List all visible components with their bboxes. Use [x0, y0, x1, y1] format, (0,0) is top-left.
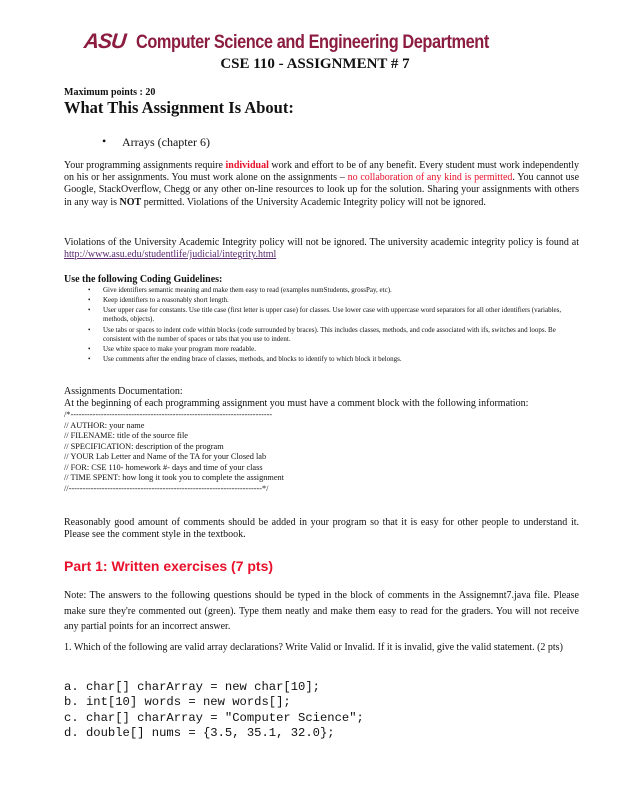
list-item: [88, 345, 583, 354]
code-block: [64, 680, 364, 742]
question-1: 1. Which of the following are valid array declarations? Write Valid or Invalid. If it is invalid, give the valid statement. (2 pts): [64, 642, 563, 653]
code-line: c. char[] charArray = "Computer Science";: [64, 710, 364, 725]
max-points: Maximum points : 20: [64, 87, 156, 98]
policy-paragraph: [64, 237, 579, 261]
guidelines-title: Use the following Coding Guidelines:: [64, 274, 223, 285]
list-item: [88, 286, 583, 295]
about-heading: What This Assignment Is About:: [64, 98, 294, 117]
topic-text: Arrays (chapter 6): [122, 135, 210, 149]
integrity-paragraph: [64, 160, 579, 209]
list-item: [88, 326, 583, 344]
bullet-icon: •: [88, 325, 91, 334]
integrity-policy-link[interactable]: http://www.asu.edu/studentlife/judicial/integrity.html: [64, 249, 277, 261]
integrity-text: work and effort to be of any benefit. Every student must work independently on his or her assignments. You must work alone on the assignments –: [64, 160, 579, 184]
course-title: CSE 110 - ASSIGNMENT # 7: [220, 56, 410, 72]
comment-line: // YOUR Lab Letter and Name of the TA for your Closed lab: [64, 452, 267, 461]
topic-bullet: [102, 135, 210, 150]
part1-note: Note: The answers to the following questions should be typed in the block of comments in the Assignemnt7.java file. Please make sure they're commented out (green). Type them neatly and make them easy to read for the graders. You will not receive any partial points for an incorrect answer.: [64, 590, 579, 632]
documentation-title: Assignments Documentation:: [64, 386, 183, 397]
comment-line: // FOR: CSE 110- homework #- days and time of your class: [64, 462, 263, 472]
bullet-icon: •: [88, 306, 91, 315]
integrity-text: Your programming assignments require: [64, 160, 226, 171]
list-item: [88, 355, 583, 364]
guidelines-list: [88, 286, 583, 365]
policy-text: Violations of the University Academic Integrity policy will not be ignored. The university academic integrity policy is found at: [64, 237, 579, 248]
department-title: Computer Science and Engineering Department: [135, 32, 489, 53]
comments-note: Reasonably good amount of comments should be added in your program so that it is easy for other people to understand it. Please see the comment style in the textbook.: [64, 517, 579, 541]
code-line: d. double[] nums = {3.5, 35.1, 32.0};: [64, 726, 335, 741]
bullet-icon: •: [88, 286, 91, 294]
no-collaboration-warning: no collaboration of any kind is permitted: [347, 172, 513, 184]
bullet-icon: •: [102, 134, 107, 148]
part1-heading: Part 1: Written exercises (7 pts): [64, 558, 274, 574]
guideline-text: Keep identifiers to a reasonably short length.: [103, 296, 229, 305]
code-line: a. char[] charArray = new char[10];: [64, 680, 320, 694]
code-line: b. int[10] words = new words[];: [64, 695, 291, 710]
comment-line: // FILENAME: title of the source file: [64, 431, 188, 440]
integrity-text: . You cannot use Google, StackOverflow, Chegg or any other on-line resources to look up for the solution. Sharing your assignments with others in any way is: [64, 172, 580, 208]
list-item: [88, 296, 583, 305]
comment-line: // TIME SPENT: how long it took you to complete the assignment: [64, 473, 284, 482]
comment-line: /*-------------------------------------------------------------------------: [64, 410, 273, 419]
page-header: [0, 30, 630, 54]
comment-template: [64, 410, 284, 494]
bullet-icon: •: [88, 344, 91, 353]
bullet-icon: •: [88, 296, 91, 305]
comment-line: //----------------------------------------------------------------------*/: [64, 483, 269, 493]
integrity-text: permitted. Violations of the University Academic Integrity policy will not be ignored.: [141, 196, 486, 208]
documentation-intro: At the beginning of each programming assignment you must have a comment block with the following information:: [64, 398, 529, 409]
not-emphasis: NOT: [119, 196, 142, 208]
guideline-text: User upper case for constants. Use title case (first letter is upper case) for classes. Use lower case with uppercase word separators for all other identifiers (variables, methods, objects).: [103, 306, 562, 324]
list-item: [88, 306, 583, 324]
guideline-text: Use comments after the ending brace of classes, methods, and blocks to identify to which block it belongs.: [103, 354, 402, 363]
guideline-text: Use white space to make your program more readable.: [103, 344, 256, 353]
guideline-text: Give identifiers semantic meaning and make them easy to read (examples numStudents, grossPay, etc).: [103, 286, 392, 294]
bullet-icon: •: [88, 354, 91, 363]
individual-emphasis: individual: [225, 160, 269, 171]
guideline-text: Use tabs or spaces to indent code within blocks (code surrounded by braces). This includes classes, methods, and code associated with ifs, switches and loops. Be consistent with the number of spaces or tabs that you use to indent.: [103, 325, 556, 343]
comment-line: // SPECIFICATION: description of the program: [64, 441, 224, 451]
comment-line: // AUTHOR: your name: [64, 420, 145, 430]
asu-logo: ASU: [83, 30, 127, 53]
